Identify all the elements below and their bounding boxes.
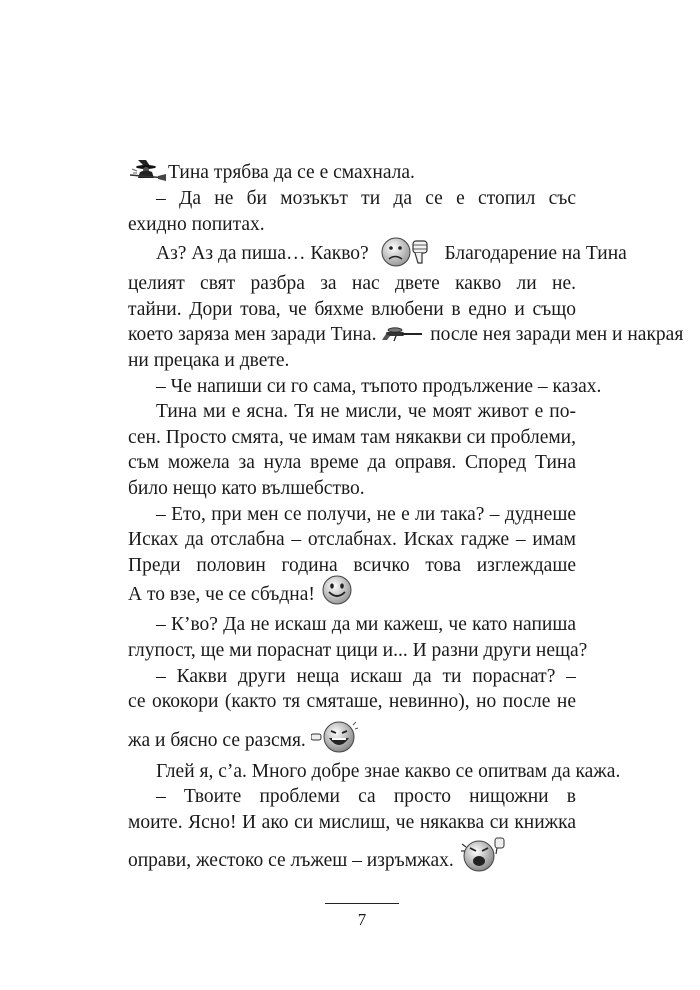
witch-icon	[128, 157, 168, 183]
text-line: което заряза мен заради Тина. после нея заради мен и накрая	[128, 324, 684, 346]
sniper-rifle-icon	[382, 325, 424, 343]
happy-smiley-icon	[320, 573, 354, 607]
text-line: – К’во? Да не искаш да ми кажеш, че като напиша	[156, 614, 576, 636]
text-line: Глей я, с’а. Много добре знае какво се опитвам да кажа.	[156, 760, 621, 782]
laughing-pointing-smiley-icon	[311, 719, 359, 755]
text-line: – Да не би мозъкът ти да се е стопил със	[156, 188, 576, 209]
text-line: ни прецака и двете.	[128, 349, 290, 371]
text-line: се ококори (както тя смяташе, невинно), но после не	[128, 691, 576, 713]
text-line: А то взе, че се сбъдна!	[128, 578, 576, 612]
text-line: – Твоите проблеми са просто нищожни в	[156, 786, 576, 808]
text-line: съм можела за нула време да оправя. Според Тина	[128, 452, 576, 474]
page-body	[128, 158, 684, 879]
text-line: тайни. Дори това, че бяхме влюбени в едно и също	[128, 298, 576, 320]
text-line: Преди половин година всичко това изглеждаше	[128, 554, 576, 576]
text-line: жа и бясно се разсмя.	[128, 715, 576, 759]
text-line: сен. Просто смята, че имам там някакви си проблеми,	[128, 426, 576, 448]
text-line: оправи, жестоко се лъжеш – изръмжах.	[128, 835, 576, 879]
text-line: Тина ми е ясна. Тя не мисли, че моят живот е по-	[156, 401, 576, 423]
text-line: Аз? Аз да пиша… Какво? Благодарение на Тина	[128, 237, 576, 271]
page-number: 7	[357, 910, 367, 929]
sad-thumbs-down-smiley-icon	[380, 235, 434, 269]
text-line: Исках да отслабна – отслабнах. Исках гадже – имам	[128, 529, 576, 551]
text-line: – Какви други неща искаш да ти пораснат? –	[156, 665, 576, 687]
text-line: – Че напиши си го сама, тъпото продължение – казах.	[156, 375, 602, 397]
text-line: моите. Ясно! И ако си мислиш, че някаква си книжка	[128, 811, 576, 833]
footer-rule	[325, 903, 399, 904]
text-line: глупост, ще ми пораснат цици и... И разни други неща?	[128, 639, 588, 661]
text-line: целият свят разбра за нас двете какво ли не.	[128, 273, 576, 295]
angry-shouting-smiley-icon	[459, 834, 509, 874]
text-line: Тина трябва да се е смахнала.	[128, 158, 576, 186]
text-line: било нещо като вълшебство.	[128, 477, 365, 499]
text-line: – Ето, при мен се получи, не е ли така? – дуднеше	[156, 503, 576, 525]
text-line: ехидно попитах.	[128, 213, 265, 235]
